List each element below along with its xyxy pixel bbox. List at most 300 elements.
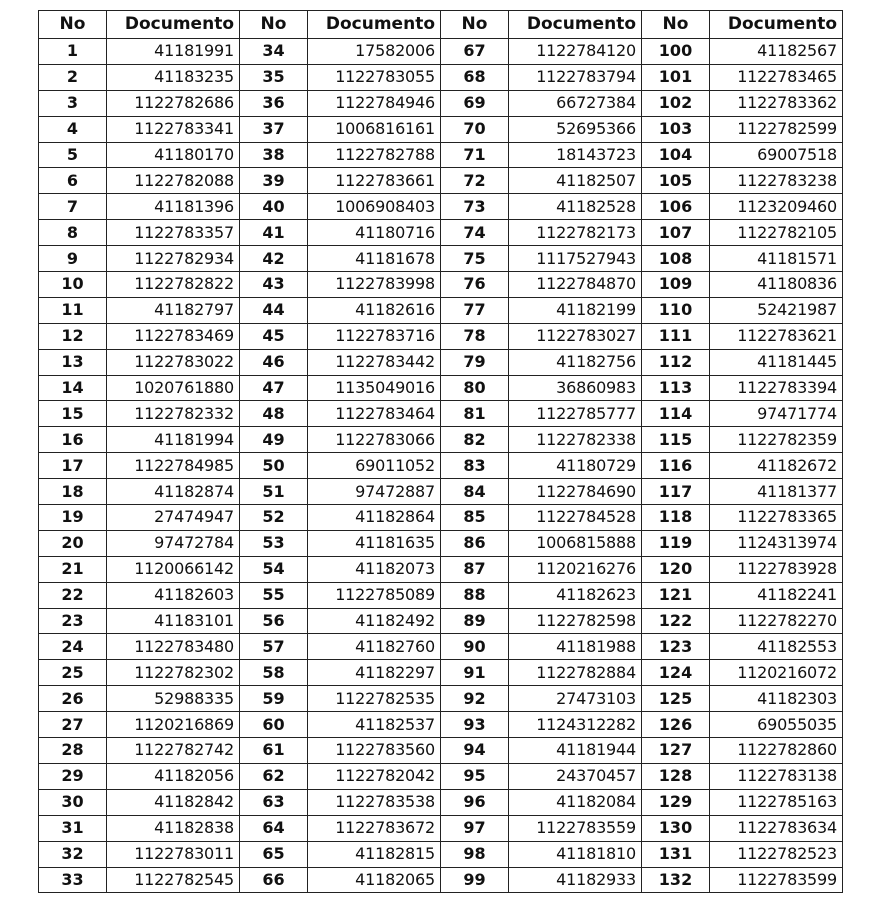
document-number-cell: 1122783066: [308, 427, 441, 453]
document-number-cell: 1124312282: [509, 712, 642, 738]
document-number-cell: 1122782105: [710, 220, 843, 246]
document-number-cell: 1122782270: [710, 608, 843, 634]
table-body: [39, 39, 843, 893]
row-number-cell: 104: [642, 142, 710, 168]
document-number-cell: 41182528: [509, 194, 642, 220]
row-number-cell: 41: [240, 220, 308, 246]
document-number-cell: 1122782088: [107, 168, 240, 194]
row-number-cell: 101: [642, 64, 710, 90]
row-number-cell: 62: [240, 763, 308, 789]
document-number-cell: 1122782338: [509, 427, 642, 453]
document-number-cell: 1122785777: [509, 401, 642, 427]
table-row: [39, 246, 843, 272]
document-number-cell: 41182842: [107, 789, 240, 815]
row-number-cell: 6: [39, 168, 107, 194]
document-number-cell: 1122782598: [509, 608, 642, 634]
row-number-cell: 1: [39, 39, 107, 65]
row-number-cell: 116: [642, 453, 710, 479]
row-number-cell: 97: [441, 815, 509, 841]
document-number-cell: 66727384: [509, 90, 642, 116]
row-number-cell: 105: [642, 168, 710, 194]
header-no: No: [441, 11, 509, 39]
document-number-cell: 1122782332: [107, 401, 240, 427]
document-number-cell: 41181944: [509, 738, 642, 764]
document-number-cell: 1122783661: [308, 168, 441, 194]
row-number-cell: 15: [39, 401, 107, 427]
row-number-cell: 126: [642, 712, 710, 738]
document-number-cell: 17582006: [308, 39, 441, 65]
row-number-cell: 79: [441, 349, 509, 375]
row-number-cell: 85: [441, 505, 509, 531]
row-number-cell: 94: [441, 738, 509, 764]
table-row: [39, 712, 843, 738]
table-row: [39, 168, 843, 194]
row-number-cell: 81: [441, 401, 509, 427]
document-number-cell: 1122783559: [509, 815, 642, 841]
document-number-cell: 41182084: [509, 789, 642, 815]
document-number-cell: 24370457: [509, 763, 642, 789]
row-number-cell: 95: [441, 763, 509, 789]
row-number-cell: 42: [240, 246, 308, 272]
document-number-cell: 1122783238: [710, 168, 843, 194]
documents-table: [38, 10, 843, 893]
document-number-cell: 18143723: [509, 142, 642, 168]
row-number-cell: 103: [642, 116, 710, 142]
document-number-cell: 1120066142: [107, 556, 240, 582]
row-number-cell: 14: [39, 375, 107, 401]
document-number-cell: 1122783357: [107, 220, 240, 246]
document-number-cell: 41182303: [710, 686, 843, 712]
table-row: [39, 39, 843, 65]
document-number-cell: 1122783538: [308, 789, 441, 815]
row-number-cell: 10: [39, 272, 107, 298]
document-number-cell: 97472887: [308, 479, 441, 505]
row-number-cell: 125: [642, 686, 710, 712]
row-number-cell: 72: [441, 168, 509, 194]
document-number-cell: 1122782860: [710, 738, 843, 764]
row-number-cell: 9: [39, 246, 107, 272]
document-number-cell: 1122782742: [107, 738, 240, 764]
table-row: [39, 90, 843, 116]
table-row: [39, 789, 843, 815]
row-number-cell: 51: [240, 479, 308, 505]
header-documento: Documento: [107, 11, 240, 39]
row-number-cell: 87: [441, 556, 509, 582]
table-row: [39, 272, 843, 298]
row-number-cell: 114: [642, 401, 710, 427]
row-number-cell: 124: [642, 660, 710, 686]
row-number-cell: 92: [441, 686, 509, 712]
row-number-cell: 82: [441, 427, 509, 453]
row-number-cell: 83: [441, 453, 509, 479]
row-number-cell: 31: [39, 815, 107, 841]
row-number-cell: 91: [441, 660, 509, 686]
document-number-cell: 1122783998: [308, 272, 441, 298]
row-number-cell: 20: [39, 530, 107, 556]
row-number-cell: 64: [240, 815, 308, 841]
row-number-cell: 55: [240, 582, 308, 608]
row-number-cell: 38: [240, 142, 308, 168]
document-number-cell: 1122785089: [308, 582, 441, 608]
row-number-cell: 71: [441, 142, 509, 168]
document-number-cell: 27474947: [107, 505, 240, 531]
row-number-cell: 77: [441, 297, 509, 323]
table-row: [39, 660, 843, 686]
row-number-cell: 74: [441, 220, 509, 246]
document-number-cell: 1120216072: [710, 660, 843, 686]
document-number-cell: 41182797: [107, 297, 240, 323]
document-number-cell: 1122782822: [107, 272, 240, 298]
row-number-cell: 132: [642, 867, 710, 893]
row-number-cell: 68: [441, 64, 509, 90]
header-no: No: [642, 11, 710, 39]
header-row: [39, 11, 843, 39]
header-no: No: [39, 11, 107, 39]
document-number-cell: 1122782535: [308, 686, 441, 712]
row-number-cell: 22: [39, 582, 107, 608]
table-row: [39, 582, 843, 608]
row-number-cell: 129: [642, 789, 710, 815]
document-number-cell: 41181396: [107, 194, 240, 220]
document-number-cell: 41181994: [107, 427, 240, 453]
table-row: [39, 64, 843, 90]
table-row: [39, 116, 843, 142]
row-number-cell: 107: [642, 220, 710, 246]
document-number-cell: 1006815888: [509, 530, 642, 556]
table-row: [39, 841, 843, 867]
document-number-cell: 41182760: [308, 634, 441, 660]
row-number-cell: 7: [39, 194, 107, 220]
document-number-cell: 69007518: [710, 142, 843, 168]
document-number-cell: 1122784985: [107, 453, 240, 479]
row-number-cell: 121: [642, 582, 710, 608]
row-number-cell: 66: [240, 867, 308, 893]
header-documento: Documento: [509, 11, 642, 39]
row-number-cell: 2: [39, 64, 107, 90]
row-number-cell: 46: [240, 349, 308, 375]
row-number-cell: 19: [39, 505, 107, 531]
row-number-cell: 27: [39, 712, 107, 738]
row-number-cell: 106: [642, 194, 710, 220]
document-number-cell: 41182603: [107, 582, 240, 608]
document-number-cell: 1122783560: [308, 738, 441, 764]
document-number-cell: 52988335: [107, 686, 240, 712]
row-number-cell: 67: [441, 39, 509, 65]
document-number-cell: 41182616: [308, 297, 441, 323]
document-number-cell: 1122783716: [308, 323, 441, 349]
document-number-cell: 41182065: [308, 867, 441, 893]
document-number-cell: 1122783341: [107, 116, 240, 142]
document-number-cell: 41182933: [509, 867, 642, 893]
document-number-cell: 1122782302: [107, 660, 240, 686]
row-number-cell: 76: [441, 272, 509, 298]
document-number-cell: 1122782686: [107, 90, 240, 116]
document-number-cell: 1122783621: [710, 323, 843, 349]
row-number-cell: 96: [441, 789, 509, 815]
row-number-cell: 119: [642, 530, 710, 556]
row-number-cell: 99: [441, 867, 509, 893]
table-row: [39, 867, 843, 893]
row-number-cell: 56: [240, 608, 308, 634]
row-number-cell: 122: [642, 608, 710, 634]
row-number-cell: 52: [240, 505, 308, 531]
row-number-cell: 12: [39, 323, 107, 349]
row-number-cell: 57: [240, 634, 308, 660]
row-number-cell: 28: [39, 738, 107, 764]
document-number-cell: 1124313974: [710, 530, 843, 556]
document-number-cell: 41180170: [107, 142, 240, 168]
document-number-cell: 41182056: [107, 763, 240, 789]
document-number-cell: 1006816161: [308, 116, 441, 142]
row-number-cell: 84: [441, 479, 509, 505]
document-number-cell: 41182864: [308, 505, 441, 531]
document-number-cell: 41181988: [509, 634, 642, 660]
row-number-cell: 21: [39, 556, 107, 582]
document-number-cell: 41182553: [710, 634, 843, 660]
table-row: [39, 453, 843, 479]
table-row: [39, 556, 843, 582]
row-number-cell: 16: [39, 427, 107, 453]
document-number-cell: 1122782042: [308, 763, 441, 789]
row-number-cell: 75: [441, 246, 509, 272]
table-row: [39, 349, 843, 375]
row-number-cell: 65: [240, 841, 308, 867]
row-number-cell: 98: [441, 841, 509, 867]
row-number-cell: 13: [39, 349, 107, 375]
row-number-cell: 73: [441, 194, 509, 220]
table-row: [39, 297, 843, 323]
document-number-cell: 41182838: [107, 815, 240, 841]
document-number-cell: 1122783672: [308, 815, 441, 841]
document-number-cell: 69055035: [710, 712, 843, 738]
document-number-cell: 27473103: [509, 686, 642, 712]
row-number-cell: 44: [240, 297, 308, 323]
row-number-cell: 23: [39, 608, 107, 634]
table-row: [39, 530, 843, 556]
row-number-cell: 18: [39, 479, 107, 505]
table-row: [39, 634, 843, 660]
document-number-cell: 41182199: [509, 297, 642, 323]
header-documento: Documento: [308, 11, 441, 39]
document-number-cell: 1122783011: [107, 841, 240, 867]
document-number-cell: 1122783928: [710, 556, 843, 582]
document-number-cell: 41181678: [308, 246, 441, 272]
document-number-cell: 41182672: [710, 453, 843, 479]
document-number-cell: 41181445: [710, 349, 843, 375]
document-number-cell: 41181377: [710, 479, 843, 505]
document-number-cell: 36860983: [509, 375, 642, 401]
document-number-cell: 41181635: [308, 530, 441, 556]
row-number-cell: 58: [240, 660, 308, 686]
document-number-cell: 1122783465: [710, 64, 843, 90]
row-number-cell: 36: [240, 90, 308, 116]
document-number-cell: 1122784690: [509, 479, 642, 505]
document-number-cell: 1122782173: [509, 220, 642, 246]
table-row: [39, 763, 843, 789]
document-number-cell: 1122783138: [710, 763, 843, 789]
row-number-cell: 3: [39, 90, 107, 116]
document-number-cell: 41181991: [107, 39, 240, 65]
document-number-cell: 41182492: [308, 608, 441, 634]
document-number-cell: 69011052: [308, 453, 441, 479]
row-number-cell: 63: [240, 789, 308, 815]
row-number-cell: 24: [39, 634, 107, 660]
document-number-cell: 1122783464: [308, 401, 441, 427]
row-number-cell: 39: [240, 168, 308, 194]
document-number-cell: 1006908403: [308, 194, 441, 220]
document-number-cell: 1120216276: [509, 556, 642, 582]
header-no: No: [240, 11, 308, 39]
row-number-cell: 60: [240, 712, 308, 738]
table-row: [39, 738, 843, 764]
row-number-cell: 118: [642, 505, 710, 531]
document-number-cell: 41182623: [509, 582, 642, 608]
document-number-cell: 1120216869: [107, 712, 240, 738]
document-number-cell: 41183101: [107, 608, 240, 634]
row-number-cell: 53: [240, 530, 308, 556]
document-number-cell: 41182507: [509, 168, 642, 194]
document-number-cell: 1135049016: [308, 375, 441, 401]
document-number-cell: 41180836: [710, 272, 843, 298]
document-number-cell: 1122783362: [710, 90, 843, 116]
row-number-cell: 86: [441, 530, 509, 556]
document-number-cell: 1122782884: [509, 660, 642, 686]
document-number-cell: 1122783599: [710, 867, 843, 893]
document-number-cell: 1122783394: [710, 375, 843, 401]
row-number-cell: 123: [642, 634, 710, 660]
document-number-cell: 1122782788: [308, 142, 441, 168]
row-number-cell: 80: [441, 375, 509, 401]
table-row: [39, 479, 843, 505]
row-number-cell: 37: [240, 116, 308, 142]
row-number-cell: 89: [441, 608, 509, 634]
document-number-cell: 41182297: [308, 660, 441, 686]
document-number-cell: 97471774: [710, 401, 843, 427]
document-number-cell: 1122783055: [308, 64, 441, 90]
document-number-cell: 1020761880: [107, 375, 240, 401]
document-number-cell: 1122783027: [509, 323, 642, 349]
document-number-cell: 1122784120: [509, 39, 642, 65]
row-number-cell: 127: [642, 738, 710, 764]
document-number-cell: 1122782934: [107, 246, 240, 272]
row-number-cell: 17: [39, 453, 107, 479]
row-number-cell: 78: [441, 323, 509, 349]
row-number-cell: 4: [39, 116, 107, 142]
row-number-cell: 26: [39, 686, 107, 712]
row-number-cell: 111: [642, 323, 710, 349]
document-number-cell: 1122782523: [710, 841, 843, 867]
row-number-cell: 47: [240, 375, 308, 401]
row-number-cell: 128: [642, 763, 710, 789]
table-row: [39, 375, 843, 401]
row-number-cell: 88: [441, 582, 509, 608]
row-number-cell: 30: [39, 789, 107, 815]
row-number-cell: 35: [240, 64, 308, 90]
row-number-cell: 113: [642, 375, 710, 401]
table-row: [39, 686, 843, 712]
document-number-cell: 41182874: [107, 479, 240, 505]
row-number-cell: 130: [642, 815, 710, 841]
row-number-cell: 69: [441, 90, 509, 116]
document-number-cell: 52695366: [509, 116, 642, 142]
row-number-cell: 93: [441, 712, 509, 738]
document-number-cell: 1122783022: [107, 349, 240, 375]
document-number-cell: 1123209460: [710, 194, 843, 220]
table-row: [39, 505, 843, 531]
document-number-cell: 41183235: [107, 64, 240, 90]
header-documento: Documento: [710, 11, 843, 39]
row-number-cell: 112: [642, 349, 710, 375]
row-number-cell: 120: [642, 556, 710, 582]
row-number-cell: 59: [240, 686, 308, 712]
row-number-cell: 50: [240, 453, 308, 479]
document-number-cell: 41182073: [308, 556, 441, 582]
document-number-cell: 1122783480: [107, 634, 240, 660]
row-number-cell: 110: [642, 297, 710, 323]
row-number-cell: 70: [441, 116, 509, 142]
row-number-cell: 131: [642, 841, 710, 867]
document-number-cell: 1122783442: [308, 349, 441, 375]
document-number-cell: 1122785163: [710, 789, 843, 815]
row-number-cell: 29: [39, 763, 107, 789]
table-row: [39, 194, 843, 220]
document-number-cell: 41180729: [509, 453, 642, 479]
row-number-cell: 5: [39, 142, 107, 168]
row-number-cell: 45: [240, 323, 308, 349]
row-number-cell: 49: [240, 427, 308, 453]
row-number-cell: 43: [240, 272, 308, 298]
document-number-cell: 41182537: [308, 712, 441, 738]
table-row: [39, 220, 843, 246]
row-number-cell: 54: [240, 556, 308, 582]
row-number-cell: 48: [240, 401, 308, 427]
row-number-cell: 8: [39, 220, 107, 246]
table-row: [39, 608, 843, 634]
document-number-cell: 1122784528: [509, 505, 642, 531]
document-number-cell: 1122783634: [710, 815, 843, 841]
document-number-cell: 41182567: [710, 39, 843, 65]
row-number-cell: 115: [642, 427, 710, 453]
document-number-cell: 41181810: [509, 841, 642, 867]
table-row: [39, 815, 843, 841]
document-number-cell: 1117527943: [509, 246, 642, 272]
document-number-cell: 41182815: [308, 841, 441, 867]
row-number-cell: 100: [642, 39, 710, 65]
document-number-cell: 41182756: [509, 349, 642, 375]
document-number-cell: 1122784946: [308, 90, 441, 116]
row-number-cell: 61: [240, 738, 308, 764]
document-number-cell: 41181571: [710, 246, 843, 272]
document-number-cell: 1122783365: [710, 505, 843, 531]
document-number-cell: 41182241: [710, 582, 843, 608]
document-number-cell: 1122784870: [509, 272, 642, 298]
document-number-cell: 1122782359: [710, 427, 843, 453]
row-number-cell: 90: [441, 634, 509, 660]
table-row: [39, 427, 843, 453]
document-number-cell: 1122782599: [710, 116, 843, 142]
row-number-cell: 25: [39, 660, 107, 686]
row-number-cell: 40: [240, 194, 308, 220]
row-number-cell: 11: [39, 297, 107, 323]
row-number-cell: 109: [642, 272, 710, 298]
row-number-cell: 32: [39, 841, 107, 867]
table-row: [39, 401, 843, 427]
row-number-cell: 33: [39, 867, 107, 893]
row-number-cell: 108: [642, 246, 710, 272]
row-number-cell: 117: [642, 479, 710, 505]
document-number-cell: 1122783794: [509, 64, 642, 90]
table-row: [39, 323, 843, 349]
